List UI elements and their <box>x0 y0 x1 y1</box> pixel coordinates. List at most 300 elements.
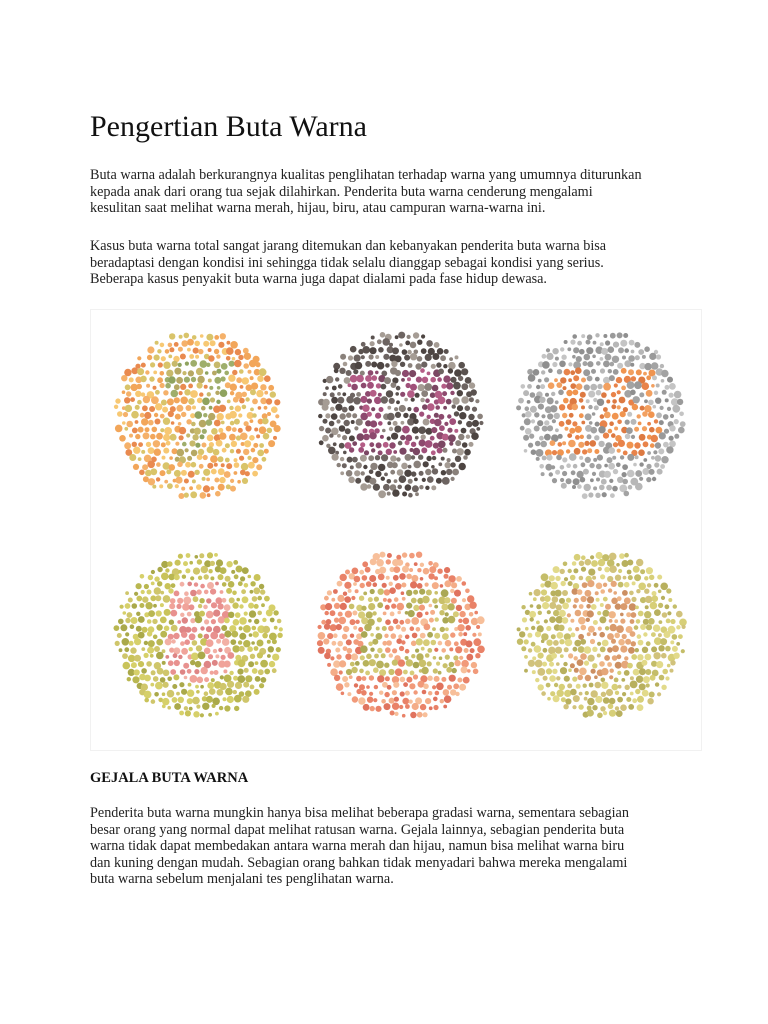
plate-dot <box>319 440 324 445</box>
plate-dot <box>155 682 163 690</box>
plate-dot <box>236 598 240 602</box>
plate-dot <box>409 700 413 704</box>
plate-dot <box>236 377 242 383</box>
plate-dot <box>442 633 449 640</box>
plate-dot <box>166 370 173 377</box>
plate-dot <box>586 604 591 609</box>
plate-dot <box>636 676 643 683</box>
plate-dot <box>394 697 399 702</box>
plate-dot <box>140 413 145 418</box>
plate-dot <box>636 559 643 566</box>
plate-dot <box>187 456 192 461</box>
plate-dot <box>579 692 583 696</box>
plate-dot <box>342 676 348 682</box>
plate-dot <box>538 684 544 690</box>
plate-dot <box>355 362 363 370</box>
plate-dot <box>625 420 630 425</box>
plate-dot <box>413 461 421 469</box>
plate-dot <box>624 582 630 588</box>
plate-dot <box>555 470 560 475</box>
plate-dot <box>425 653 430 658</box>
plate-dot <box>434 676 440 682</box>
plate-dot <box>590 384 597 391</box>
plate-dot <box>370 420 377 427</box>
plate-dot <box>337 392 341 396</box>
plate-dot <box>568 627 572 631</box>
plate-dot <box>248 575 252 579</box>
plate-dot <box>562 471 567 476</box>
plate-dot <box>130 624 135 629</box>
plate-dot <box>656 412 662 418</box>
plate-dot <box>584 384 590 390</box>
plate-dot <box>352 441 357 446</box>
plate-dot <box>630 363 634 367</box>
plate-dot <box>637 634 642 639</box>
plate-dot <box>639 462 643 466</box>
plate-dot <box>568 668 572 672</box>
plate-dot <box>268 646 274 652</box>
plate-dot <box>447 428 452 433</box>
plate-dot <box>574 640 581 647</box>
plate-dot <box>635 355 640 360</box>
plate-dot <box>209 406 213 410</box>
plate-dot <box>556 662 560 666</box>
plate-dot <box>655 455 662 462</box>
plate-dot <box>402 426 410 434</box>
plate-dot <box>655 398 661 404</box>
plate-dot <box>569 453 577 461</box>
plate-dot <box>411 442 416 447</box>
plate-dot <box>358 447 364 453</box>
plate-dot <box>463 677 470 684</box>
plate-dot <box>583 469 589 475</box>
plate-dot <box>145 427 150 432</box>
plate-dot <box>382 626 387 631</box>
plate-dot <box>468 414 474 420</box>
plate-dot <box>191 422 196 427</box>
plate-dot <box>568 653 573 658</box>
plate-dot <box>157 349 161 353</box>
plate-dot <box>243 625 251 633</box>
plate-dot <box>429 618 434 623</box>
plate-dot <box>570 619 574 623</box>
plate-dot <box>165 583 171 589</box>
plate-dot <box>363 434 370 441</box>
plate-dot <box>260 660 268 668</box>
plate-dot <box>150 654 154 658</box>
plate-dot <box>404 470 411 477</box>
plate-dot <box>616 377 622 383</box>
plate-dot <box>604 471 611 478</box>
plate-dot <box>178 697 184 703</box>
plate-dot <box>652 595 659 602</box>
plate-dot <box>407 407 411 411</box>
plate-dot <box>198 633 203 638</box>
plate-dot <box>568 440 576 448</box>
plate-dot <box>162 456 166 460</box>
plate-dot <box>670 619 675 624</box>
plate-dot <box>469 397 474 402</box>
plate-dot <box>388 626 394 632</box>
plate-dot <box>646 375 651 380</box>
plate-dot <box>160 603 164 607</box>
plate-dot <box>198 652 206 660</box>
plate-dot <box>175 442 179 446</box>
plate-dot <box>444 695 452 703</box>
plate-dot <box>214 670 219 675</box>
plate-dot <box>255 362 260 367</box>
plate-dot <box>579 576 584 581</box>
plate-dot <box>594 435 599 440</box>
plate-dot <box>654 419 658 423</box>
plate-dot <box>390 612 395 617</box>
plate-dot <box>378 574 385 581</box>
plate-dot <box>649 692 655 698</box>
plate-dot <box>353 626 357 630</box>
plate-dot <box>165 655 169 659</box>
plate-dot <box>448 362 456 370</box>
plate-dot <box>168 376 175 383</box>
plate-dot <box>396 386 401 391</box>
plate-dot <box>120 605 124 609</box>
plate-dot <box>631 597 636 602</box>
plate-dot <box>133 447 140 454</box>
plate-dot <box>173 647 180 654</box>
plate-dot <box>603 597 608 602</box>
plate-dot <box>592 663 597 668</box>
plate-dot <box>461 660 469 668</box>
plate-dot <box>191 653 199 661</box>
plate-dot <box>184 591 189 596</box>
plate-dot <box>391 604 396 609</box>
plate-dot <box>380 552 386 558</box>
plate-dot <box>270 391 276 397</box>
plate-dot <box>584 697 588 701</box>
plate-dot <box>368 603 375 610</box>
plate-dot <box>330 407 335 412</box>
plate-dot <box>601 479 607 485</box>
plate-dot <box>194 470 199 475</box>
plate-dot <box>596 390 602 396</box>
plate-dot <box>192 627 198 633</box>
plate-dot <box>279 627 283 631</box>
plate-dot <box>272 668 277 673</box>
plate-dot <box>608 704 614 710</box>
plate-dot <box>231 631 238 638</box>
plate-dot <box>147 355 152 360</box>
plate-dot <box>667 407 671 411</box>
plate-dot <box>568 362 572 366</box>
plate-dot <box>222 638 230 646</box>
plate-dot <box>635 648 639 652</box>
plate-dot <box>235 349 241 355</box>
plate-dot <box>138 442 143 447</box>
plate-dot <box>206 598 211 603</box>
plate-dot <box>646 624 652 630</box>
plate-dot <box>427 403 435 411</box>
plate-dot <box>652 591 657 596</box>
plate-dot <box>666 619 671 624</box>
plate-dot <box>355 661 360 666</box>
plate-dot <box>340 471 344 475</box>
plate-dot <box>541 639 545 643</box>
plate-dot <box>425 698 431 704</box>
plate-dot <box>170 669 176 675</box>
plate-dot <box>351 384 358 391</box>
plate-dot <box>458 434 464 440</box>
plate-dot <box>609 421 614 426</box>
plate-dot <box>558 625 564 631</box>
plate-dot <box>389 398 395 404</box>
plate-dot <box>542 426 548 432</box>
plate-dot <box>214 377 221 384</box>
plate-dot <box>600 647 606 653</box>
plate-dot <box>426 590 432 596</box>
plate-dot <box>604 464 608 468</box>
plate-dot <box>445 462 451 468</box>
plate-dot <box>182 617 188 623</box>
plate-dot <box>570 383 576 389</box>
plate-dot <box>407 390 415 398</box>
plate-dot <box>455 646 462 653</box>
plate-dot <box>456 576 462 582</box>
plate-dot <box>664 631 671 638</box>
plate-dot <box>239 398 245 404</box>
plate-dot <box>566 463 571 468</box>
plate-dot <box>369 692 373 696</box>
plate-dot <box>207 435 214 442</box>
plate-dot <box>651 646 657 652</box>
plate-dot <box>360 455 367 462</box>
plate-dot <box>378 421 383 426</box>
plate-dot <box>660 638 667 645</box>
plate-dot <box>415 492 419 496</box>
plate-dot <box>366 581 372 587</box>
plate-dot <box>161 573 169 581</box>
plate-dot <box>346 370 352 376</box>
plate-dot <box>643 676 650 683</box>
plate-dot <box>234 360 242 368</box>
plate-dot <box>598 627 602 631</box>
plate-dot <box>419 485 423 489</box>
paragraph-line: buta warna sebelum menjalani tes penglihatan warna. <box>90 871 394 887</box>
plate-dot <box>148 478 155 485</box>
plate-dot <box>563 662 567 666</box>
ishihara-plate-12 <box>317 552 485 719</box>
plate-dot <box>370 648 374 652</box>
plate-dot <box>212 660 218 666</box>
plate-dot <box>612 356 619 363</box>
plate-dot <box>151 699 156 704</box>
plate-dot <box>172 684 177 689</box>
plate-dot <box>611 639 616 644</box>
plate-dot <box>340 574 347 581</box>
plate-dot <box>387 406 391 410</box>
plate-dot <box>642 468 649 475</box>
plate-dot <box>431 364 436 369</box>
plate-dot <box>172 697 178 703</box>
plate-dot <box>613 591 617 595</box>
plate-dot <box>160 383 165 388</box>
plate-dot <box>402 492 407 497</box>
plate-dot <box>647 451 651 455</box>
plate-dot <box>369 354 374 359</box>
plate-dot <box>238 355 243 360</box>
plate-dot <box>574 554 581 561</box>
plate-dot <box>581 555 586 560</box>
plate-dot <box>190 660 195 665</box>
plate-dot <box>544 619 548 623</box>
plate-dot <box>381 396 388 403</box>
plate-dot <box>580 435 584 439</box>
plate-dot <box>252 413 257 418</box>
plate-dot <box>198 449 204 455</box>
plate-dot <box>194 428 201 435</box>
plate-dot <box>608 447 615 454</box>
plate-dot <box>372 611 376 615</box>
plate-dot <box>190 590 197 597</box>
plate-dot <box>195 685 199 689</box>
plate-dot <box>531 642 536 647</box>
plate-dot <box>227 341 231 345</box>
plate-dot <box>580 639 586 645</box>
plate-dot <box>379 669 386 676</box>
plate-dot <box>595 422 600 427</box>
plate-dot <box>259 584 264 589</box>
plate-dot <box>185 462 191 468</box>
plate-dot <box>452 668 457 673</box>
plate-dot <box>550 582 558 590</box>
plate-dot <box>673 604 677 608</box>
plate-dot <box>612 655 618 661</box>
plate-dot <box>336 419 340 423</box>
plate-dot <box>593 632 597 636</box>
plate-dot <box>249 610 256 617</box>
plate-dot <box>606 400 610 404</box>
plate-dot <box>142 627 148 633</box>
plate-dot <box>605 354 612 361</box>
plate-dot <box>395 392 399 396</box>
plate-dot <box>391 382 397 388</box>
plate-dot <box>261 677 267 683</box>
plate-dot <box>586 340 591 345</box>
plate-dot <box>196 705 200 709</box>
plate-dot <box>644 399 648 403</box>
plate-dot <box>156 477 160 481</box>
plate-dot <box>559 610 566 617</box>
plate-dot <box>267 640 271 644</box>
plate-dot <box>376 559 384 567</box>
plate-dot <box>574 448 581 455</box>
plate-dot <box>267 654 271 658</box>
plate-dot <box>661 379 665 383</box>
plate-dot <box>679 412 684 417</box>
plate-dot <box>352 611 357 616</box>
plate-dot <box>165 383 171 389</box>
plate-dot <box>156 652 164 660</box>
plate-dot <box>446 667 452 673</box>
plate-dot <box>253 443 258 448</box>
plate-dot <box>135 405 140 410</box>
plate-dot <box>413 419 419 425</box>
plate-dot <box>389 427 393 431</box>
plate-dot <box>609 553 617 561</box>
plate-dot <box>531 449 537 455</box>
plate-dot <box>322 435 329 442</box>
plate-dot <box>134 592 138 596</box>
plate-dot <box>615 706 619 710</box>
plate-dot <box>383 484 390 491</box>
plate-dot <box>454 429 458 433</box>
plate-dot <box>590 478 594 482</box>
plate-dot <box>590 555 594 559</box>
plate-dot <box>389 653 393 657</box>
plate-dot <box>584 354 591 361</box>
plate-dot <box>211 428 218 435</box>
plate-dot <box>609 375 615 381</box>
plate-dot <box>141 392 145 396</box>
plate-dot <box>371 448 375 452</box>
plate-dot <box>457 405 463 411</box>
plate-dot <box>642 647 648 653</box>
paragraph-line: kesulitan saat melihat warna merah, hijau, biru, atau campuran warna-warna ini. <box>90 200 546 216</box>
plate-dot <box>369 675 374 680</box>
plate-dot <box>648 400 654 406</box>
plate-dot <box>560 569 565 574</box>
plate-dot <box>376 627 380 631</box>
plate-dot <box>587 596 594 603</box>
plate-dot <box>318 625 322 629</box>
plate-dot <box>253 587 260 594</box>
plate-dot <box>402 698 409 705</box>
plate-dot <box>160 414 165 419</box>
plate-dot <box>353 582 357 586</box>
plate-dot <box>179 391 183 395</box>
plate-dot <box>603 583 607 587</box>
plate-dot <box>578 704 583 709</box>
plate-dot <box>670 414 674 418</box>
plate-dot <box>640 406 645 411</box>
plate-dot <box>229 597 235 603</box>
plate-dot <box>650 675 656 681</box>
plate-dot <box>210 455 218 463</box>
plate-dot <box>135 420 139 424</box>
plate-dot <box>563 562 568 567</box>
plate-dot <box>458 376 463 381</box>
plate-dot <box>349 405 355 411</box>
plate-dot <box>325 386 329 390</box>
plate-dot <box>344 582 351 589</box>
plate-dot <box>419 439 426 446</box>
plate-dot <box>184 377 190 383</box>
plate-dot <box>187 339 194 346</box>
plate-dot <box>178 493 184 499</box>
plate-dot <box>411 617 419 625</box>
plate-dot <box>171 390 179 398</box>
plate-dot <box>658 590 662 594</box>
plate-dot <box>524 669 528 673</box>
plate-dot <box>242 392 247 397</box>
plate-dot <box>360 655 365 660</box>
plate-dot <box>575 610 582 617</box>
plate-dot <box>399 646 404 651</box>
plate-dot <box>554 413 560 419</box>
plate-dot <box>348 477 355 484</box>
plate-dot <box>181 487 185 491</box>
plate-dot <box>524 639 529 644</box>
plate-dot <box>564 690 571 697</box>
plate-dot <box>620 603 627 610</box>
